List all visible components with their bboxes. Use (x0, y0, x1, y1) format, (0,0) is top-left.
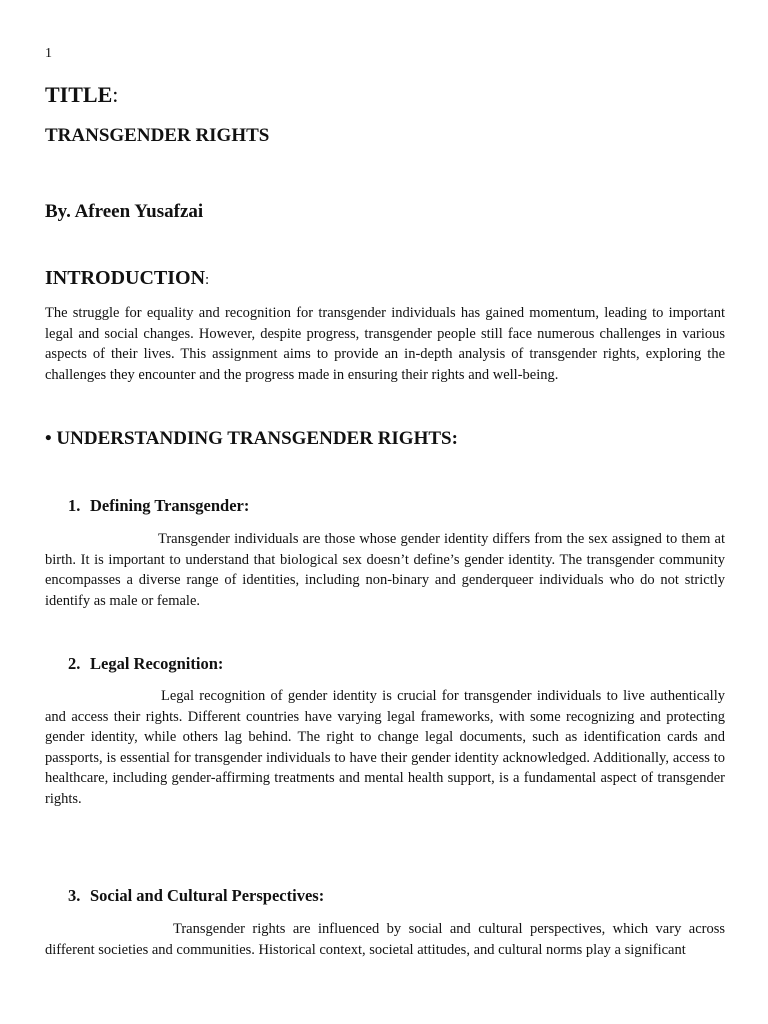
list-item-heading-2 (68, 654, 223, 674)
author-line: By. Afreen Yusafzai (45, 201, 204, 222)
list-item-paragraph-2 (45, 686, 725, 810)
introduction-paragraph: The struggle for equality and recognition for transgender individuals has gained momentum, leading to important legal and social changes. However, despite progress, transgender people still face numerous challenges in various aspects of their lives. This assignment aims to provide an in-depth analysis of transgender rights, exploring the challenges they encounter and the progress made in ensuring their rights and well-being. (45, 305, 725, 383)
list-item-paragraph-1 (45, 529, 725, 611)
title-label-colon: : (112, 82, 119, 107)
introduction-heading-colon: : (205, 272, 210, 288)
title-label (45, 82, 118, 108)
list-item-heading-1 (68, 496, 249, 516)
page-number: 1 (45, 46, 52, 61)
list-item-text-3: Transgender rights are influenced by social and cultural perspectives, which vary across different societies and communities. Historical context, societal attitudes, and cultural norms play a significant (45, 921, 725, 958)
list-item-number-1: 1. (68, 496, 81, 515)
introduction-heading-text: INTRODUCTION (45, 267, 206, 289)
list-item-text-2: Legal recognition of gender identity is crucial for transgender individuals to live authentically and access their rights. Different countries have varying legal frameworks, with some recognizing and protecting gender identity, while others lag behind. The right to change legal documents, such as identification cards and passports, is essential for transgender individuals to have their gender identity acknowledged. Additionally, access to healthcare, including gender-affirming treatments and mental health support, is a fundamental aspect of transgender rights. (45, 688, 725, 807)
list-item-number-3: 3. (68, 886, 81, 905)
list-item-title-3: Social and Cultural Perspectives: (90, 886, 325, 905)
document-title: TRANSGENDER RIGHTS (45, 125, 270, 146)
title-label-text: TITLE (45, 82, 113, 107)
list-item-title-2: Legal Recognition: (90, 654, 224, 673)
section-heading: • UNDERSTANDING TRANSGENDER RIGHTS: (45, 428, 458, 449)
introduction-heading (45, 267, 209, 290)
list-item-heading-3 (68, 886, 324, 906)
list-item-paragraph-3 (45, 919, 725, 960)
list-item-text-1: Transgender individuals are those whose gender identity differs from the sex assigned to them at birth. It is important to understand that biological sex doesn’t define’s gender identity. The transgender community encompasses a diverse range of identities, including non-binary and genderqueer individuals who do not strictly identify as male or female. (45, 531, 725, 609)
list-item-number-2: 2. (68, 654, 81, 673)
list-item-title-1: Defining Transgender: (90, 496, 250, 515)
